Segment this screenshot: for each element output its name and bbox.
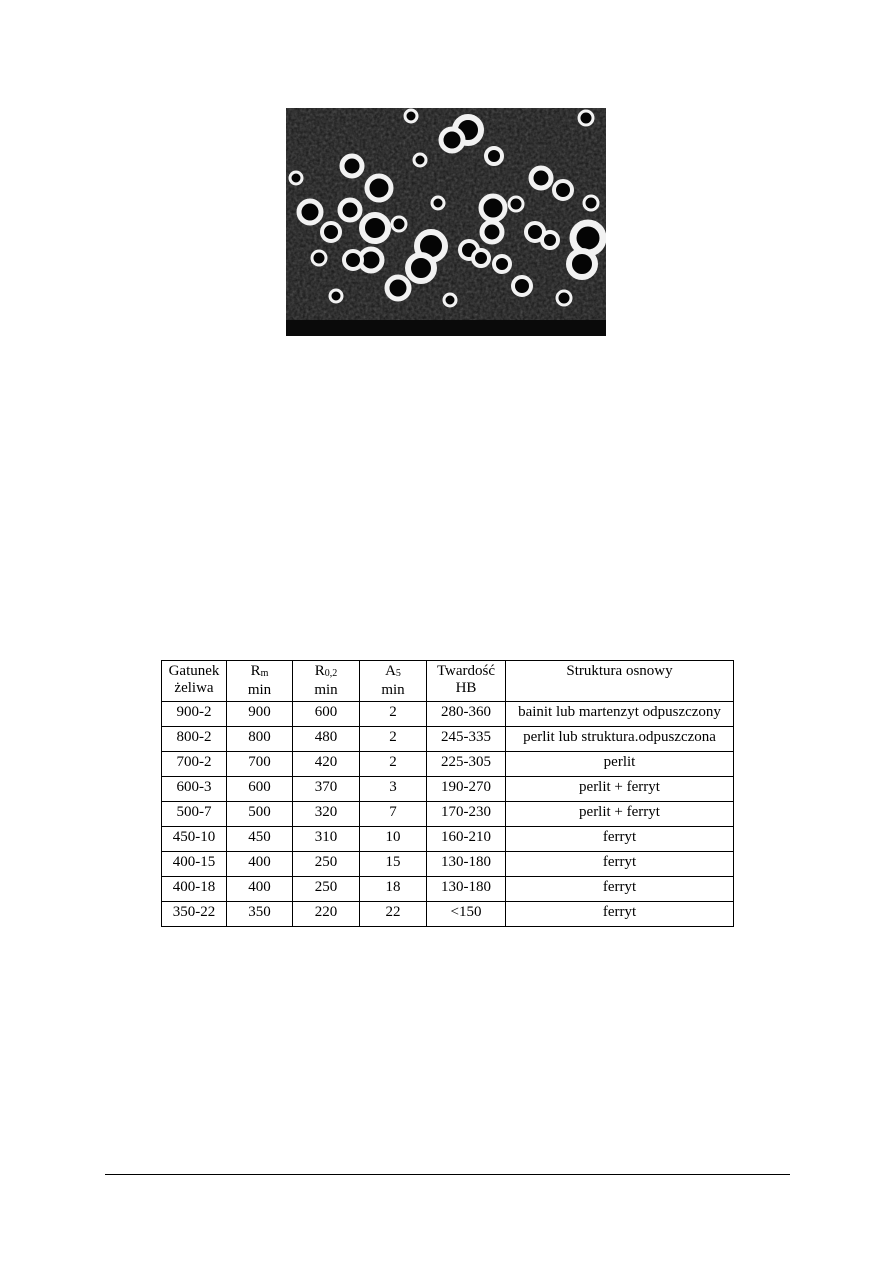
- cell-rm: 500: [227, 802, 293, 827]
- graphite-nodule: [441, 129, 463, 151]
- cell-rp: 250: [293, 852, 360, 877]
- cell-rm: 900: [227, 702, 293, 727]
- graphite-nodule: [342, 156, 362, 176]
- table-row: [162, 852, 734, 877]
- header-rm-subscript: m: [260, 668, 269, 679]
- graphite-nodule: [432, 197, 444, 209]
- cell-hardness: 130-180: [427, 877, 506, 902]
- micrograph-graphic: [286, 108, 606, 336]
- cell-structure: perlit + ferryt: [506, 777, 734, 802]
- header-structure: Struktura osnowy: [506, 661, 734, 702]
- graphite-nodule: [509, 197, 523, 211]
- graphite-nodule: [414, 154, 426, 166]
- cell-grade: 900-2: [162, 702, 227, 727]
- cell-hardness: 190-270: [427, 777, 506, 802]
- header-a5-symbol: A: [385, 663, 396, 679]
- graphite-nodule: [344, 251, 362, 269]
- header-grade-line2: żeliwa: [174, 680, 214, 696]
- cell-hardness: 170-230: [427, 802, 506, 827]
- cell-rp: 320: [293, 802, 360, 827]
- graphite-nodule: [408, 255, 434, 281]
- micrograph-image: [286, 108, 606, 336]
- cell-a5: 2: [360, 727, 427, 752]
- cell-rp: 370: [293, 777, 360, 802]
- graphite-nodule: [494, 256, 510, 272]
- header-rp-symbol: R: [314, 663, 325, 679]
- cell-grade: 400-18: [162, 877, 227, 902]
- cell-grade: 450-10: [162, 827, 227, 852]
- cell-rm: 400: [227, 852, 293, 877]
- graphite-nodule: [531, 168, 551, 188]
- cell-a5: 15: [360, 852, 427, 877]
- cell-a5: 18: [360, 877, 427, 902]
- graphite-nodule: [473, 250, 489, 266]
- graphite-nodule: [569, 251, 595, 277]
- table-row: [162, 827, 734, 852]
- graphite-nodule: [340, 200, 360, 220]
- cell-structure: ferryt: [506, 877, 734, 902]
- graphite-nodule: [392, 217, 406, 231]
- cell-structure: ferryt: [506, 852, 734, 877]
- graphite-nodule: [330, 290, 342, 302]
- cell-rm: 700: [227, 752, 293, 777]
- header-rm-unit: min: [247, 682, 272, 698]
- header-rm-symbol: R: [250, 663, 261, 679]
- table-row: [162, 902, 734, 927]
- table-row: [162, 802, 734, 827]
- graphite-nodule: [405, 110, 417, 122]
- cell-rp: 250: [293, 877, 360, 902]
- header-a5-subscript: 5: [395, 668, 401, 679]
- table-row: [162, 877, 734, 902]
- cell-rm: 800: [227, 727, 293, 752]
- cell-a5: 3: [360, 777, 427, 802]
- graphite-nodule: [481, 196, 505, 220]
- cell-grade: 400-15: [162, 852, 227, 877]
- cell-hardness: <150: [427, 902, 506, 927]
- graphite-nodule: [367, 176, 391, 200]
- cell-a5: 2: [360, 752, 427, 777]
- header-hardness-line2: HB: [455, 680, 477, 696]
- graphite-nodule: [579, 111, 593, 125]
- footer-rule: [105, 1174, 790, 1175]
- graphite-nodule: [513, 277, 531, 295]
- cell-rm: 600: [227, 777, 293, 802]
- header-grade: [162, 661, 227, 702]
- header-rp-subscript: 0,2: [324, 668, 338, 679]
- graphite-nodule: [542, 232, 558, 248]
- cell-hardness: 280-360: [427, 702, 506, 727]
- graphite-nodule: [444, 294, 456, 306]
- graphite-nodule: [387, 277, 409, 299]
- table-row: [162, 702, 734, 727]
- cell-rp: 310: [293, 827, 360, 852]
- cell-rp: 600: [293, 702, 360, 727]
- cell-hardness: 245-335: [427, 727, 506, 752]
- cell-structure: perlit + ferryt: [506, 802, 734, 827]
- graphite-nodule: [362, 215, 388, 241]
- cell-rp: 220: [293, 902, 360, 927]
- cell-grade: 700-2: [162, 752, 227, 777]
- header-rm: [227, 661, 293, 702]
- table-row: [162, 752, 734, 777]
- table-header-row: [162, 661, 734, 702]
- graphite-nodule: [557, 291, 571, 305]
- cell-structure: perlit lub struktura.odpuszczona: [506, 727, 734, 752]
- header-a5-unit: min: [381, 682, 405, 698]
- cell-a5: 2: [360, 702, 427, 727]
- cell-grade: 350-22: [162, 902, 227, 927]
- cell-a5: 10: [360, 827, 427, 852]
- cell-structure: ferryt: [506, 827, 734, 852]
- graphite-nodule: [573, 223, 603, 253]
- cell-structure: ferryt: [506, 902, 734, 927]
- graphite-nodule: [312, 251, 326, 265]
- cell-grade: 800-2: [162, 727, 227, 752]
- graphite-nodule: [554, 181, 572, 199]
- graphite-nodule: [299, 201, 321, 223]
- properties-table: [161, 660, 734, 927]
- graphite-nodule: [322, 223, 340, 241]
- graphite-nodule: [482, 222, 502, 242]
- table-row: [162, 777, 734, 802]
- cell-rm: 350: [227, 902, 293, 927]
- graphite-nodule: [486, 148, 502, 164]
- header-grade-line1: Gatunek: [168, 663, 220, 679]
- header-a5: [360, 661, 427, 702]
- cell-structure: perlit: [506, 752, 734, 777]
- cell-a5: 22: [360, 902, 427, 927]
- cell-structure: bainit lub martenzyt odpuszczony: [506, 702, 734, 727]
- graphite-nodule: [290, 172, 302, 184]
- cell-grade: 500-7: [162, 802, 227, 827]
- graphite-nodule: [584, 196, 598, 210]
- cell-hardness: 160-210: [427, 827, 506, 852]
- cell-a5: 7: [360, 802, 427, 827]
- table-row: [162, 727, 734, 752]
- header-rp-unit: min: [314, 682, 338, 698]
- header-hardness-line1: Twardość: [436, 663, 496, 679]
- header-hardness: [427, 661, 506, 702]
- cell-rp: 420: [293, 752, 360, 777]
- cell-rm: 450: [227, 827, 293, 852]
- cell-rm: 400: [227, 877, 293, 902]
- cell-grade: 600-3: [162, 777, 227, 802]
- cell-hardness: 225-305: [427, 752, 506, 777]
- cell-rp: 480: [293, 727, 360, 752]
- cell-hardness: 130-180: [427, 852, 506, 877]
- header-rp: [293, 661, 360, 702]
